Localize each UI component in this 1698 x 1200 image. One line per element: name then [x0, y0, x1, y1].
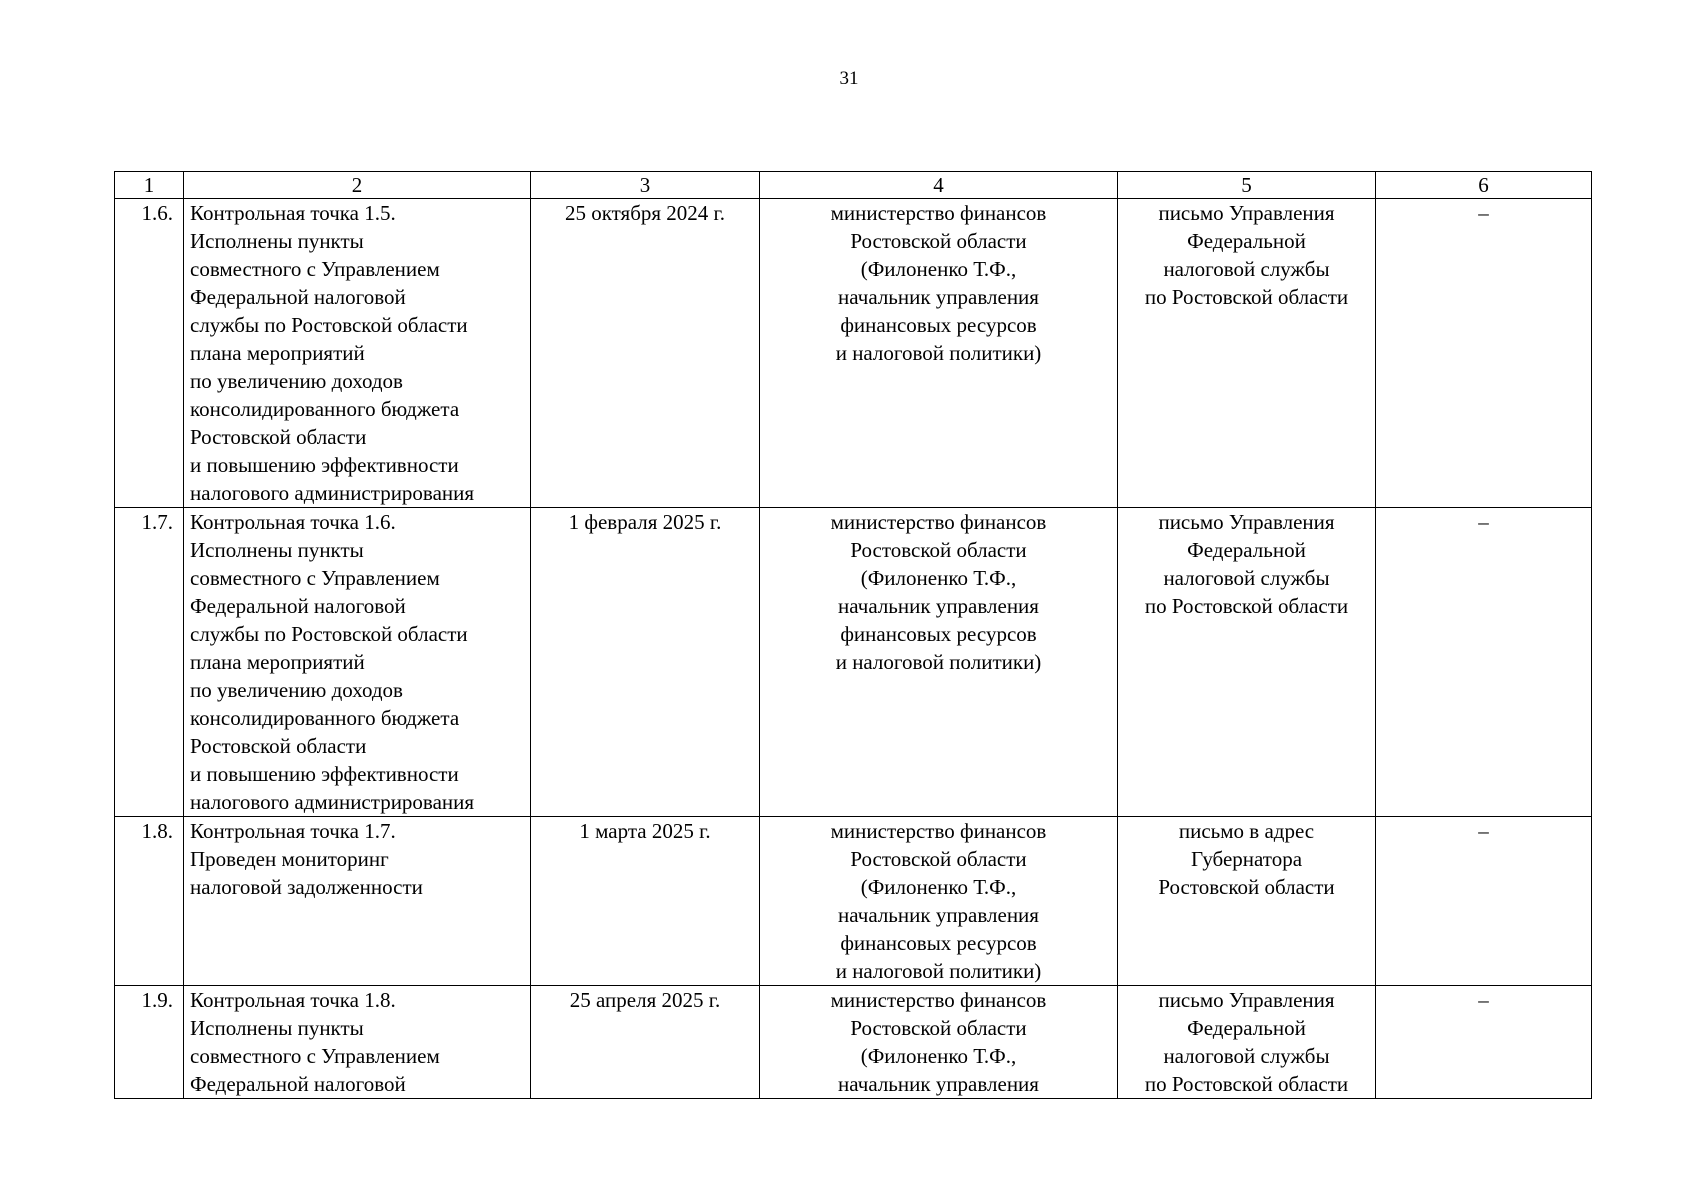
responsible-line: (Филоненко Т.Ф.,: [860, 257, 1017, 281]
document-cell: [1118, 986, 1376, 1099]
event-cell: [184, 986, 531, 1099]
responsible-line: Ростовской области: [850, 847, 1027, 871]
date-cell: 1 февраля 2025 г.: [531, 508, 760, 817]
event-line: по увеличению доходов: [190, 369, 403, 393]
event-line: Контрольная точка 1.8.: [190, 988, 396, 1012]
responsible-line: (Филоненко Т.Ф.,: [860, 566, 1017, 590]
document-line: Губернатора: [1190, 847, 1303, 871]
row-number: 1.9.: [115, 986, 184, 1099]
event-line: консолидированного бюджета: [190, 706, 460, 730]
responsible-line: и налоговой политики): [835, 959, 1042, 983]
system-cell: –: [1376, 817, 1592, 986]
row-number: 1.6.: [115, 199, 184, 508]
document-line: письмо Управления: [1158, 201, 1335, 225]
event-line: совместного с Управлением: [190, 1044, 440, 1068]
table-body: [115, 199, 1592, 1099]
header-col-2: 2: [184, 172, 531, 199]
event-cell: [184, 508, 531, 817]
table-row: [115, 508, 1592, 817]
event-line: по увеличению доходов: [190, 678, 403, 702]
event-line: плана мероприятий: [190, 341, 365, 365]
header-row: [115, 172, 1592, 199]
document-line: по Ростовской области: [1144, 594, 1349, 618]
document-cell: [1118, 817, 1376, 986]
document-line: Федеральной: [1187, 538, 1306, 562]
responsible-line: (Филоненко Т.Ф.,: [860, 875, 1017, 899]
document-line: Федеральной: [1187, 229, 1306, 253]
event-line: Контрольная точка 1.7.: [190, 819, 396, 843]
document-cell: [1118, 199, 1376, 508]
responsible-line: Ростовской области: [850, 538, 1027, 562]
plan-table: [114, 171, 1592, 1099]
header-col-1: 1: [115, 172, 184, 199]
event-line: службы по Ростовской области: [190, 313, 468, 337]
table-row: [115, 199, 1592, 508]
table-header: [115, 172, 1592, 199]
document-line: налоговой службы: [1163, 1044, 1330, 1068]
header-col-3: 3: [531, 172, 760, 199]
header-col-6: 6: [1376, 172, 1592, 199]
system-cell: –: [1376, 199, 1592, 508]
event-line: Исполнены пункты: [190, 538, 364, 562]
event-line: Ростовской области: [190, 425, 367, 449]
date-cell: 25 апреля 2025 г.: [531, 986, 760, 1099]
event-line: и повышению эффективности: [190, 453, 459, 477]
responsible-line: начальник управления: [838, 903, 1039, 927]
event-line: Исполнены пункты: [190, 1016, 364, 1040]
event-line: налогового администрирования: [190, 790, 475, 814]
event-line: налоговой задолженности: [190, 875, 423, 899]
document-cell: [1118, 508, 1376, 817]
document-line: письмо Управления: [1158, 988, 1335, 1012]
responsible-line: министерство финансов: [830, 819, 1047, 843]
event-line: и повышению эффективности: [190, 762, 459, 786]
responsible-line: начальник управления: [838, 1072, 1039, 1096]
table-row: [115, 986, 1592, 1099]
responsible-cell: [760, 817, 1118, 986]
responsible-line: финансовых ресурсов: [840, 622, 1037, 646]
responsible-line: финансовых ресурсов: [840, 313, 1037, 337]
document-line: Федеральной: [1187, 1016, 1306, 1040]
responsible-line: министерство финансов: [830, 510, 1047, 534]
responsible-cell: [760, 508, 1118, 817]
event-line: Федеральной налоговой: [190, 594, 406, 618]
table-row: [115, 817, 1592, 986]
event-line: плана мероприятий: [190, 650, 365, 674]
event-cell: [184, 199, 531, 508]
document-line: по Ростовской области: [1144, 285, 1349, 309]
document-line: письмо Управления: [1158, 510, 1335, 534]
responsible-line: финансовых ресурсов: [840, 931, 1037, 955]
responsible-line: министерство финансов: [830, 201, 1047, 225]
responsible-line: Ростовской области: [850, 1016, 1027, 1040]
event-line: службы по Ростовской области: [190, 622, 468, 646]
responsible-line: и налоговой политики): [835, 650, 1042, 674]
event-line: Контрольная точка 1.5.: [190, 201, 396, 225]
responsible-line: начальник управления: [838, 594, 1039, 618]
event-line: Федеральной налоговой: [190, 285, 406, 309]
responsible-line: (Филоненко Т.Ф.,: [860, 1044, 1017, 1068]
document-line: письмо в адрес: [1178, 819, 1315, 843]
responsible-cell: [760, 986, 1118, 1099]
page-number: 31: [839, 68, 859, 89]
document-line: Ростовской области: [1158, 875, 1335, 899]
system-cell: –: [1376, 986, 1592, 1099]
row-number: 1.7.: [115, 508, 184, 817]
responsible-line: и налоговой политики): [835, 341, 1042, 365]
header-col-4: 4: [760, 172, 1118, 199]
responsible-line: министерство финансов: [830, 988, 1047, 1012]
date-cell: 25 октября 2024 г.: [531, 199, 760, 508]
event-line: Ростовской области: [190, 734, 367, 758]
document-line: по Ростовской области: [1144, 1072, 1349, 1096]
responsible-cell: [760, 199, 1118, 508]
event-line: Контрольная точка 1.6.: [190, 510, 396, 534]
event-line: Исполнены пункты: [190, 229, 364, 253]
document-line: налоговой службы: [1163, 257, 1330, 281]
responsible-line: Ростовской области: [850, 229, 1027, 253]
responsible-line: начальник управления: [838, 285, 1039, 309]
event-line: налогового администрирования: [190, 481, 475, 505]
event-line: консолидированного бюджета: [190, 397, 460, 421]
event-line: Федеральной налоговой: [190, 1072, 406, 1096]
event-line: совместного с Управлением: [190, 257, 440, 281]
date-cell: 1 марта 2025 г.: [531, 817, 760, 986]
header-col-5: 5: [1118, 172, 1376, 199]
row-number: 1.8.: [115, 817, 184, 986]
system-cell: –: [1376, 508, 1592, 817]
event-cell: [184, 817, 531, 986]
document-line: налоговой службы: [1163, 566, 1330, 590]
event-line: совместного с Управлением: [190, 566, 440, 590]
event-line: Проведен мониторинг: [190, 847, 389, 871]
